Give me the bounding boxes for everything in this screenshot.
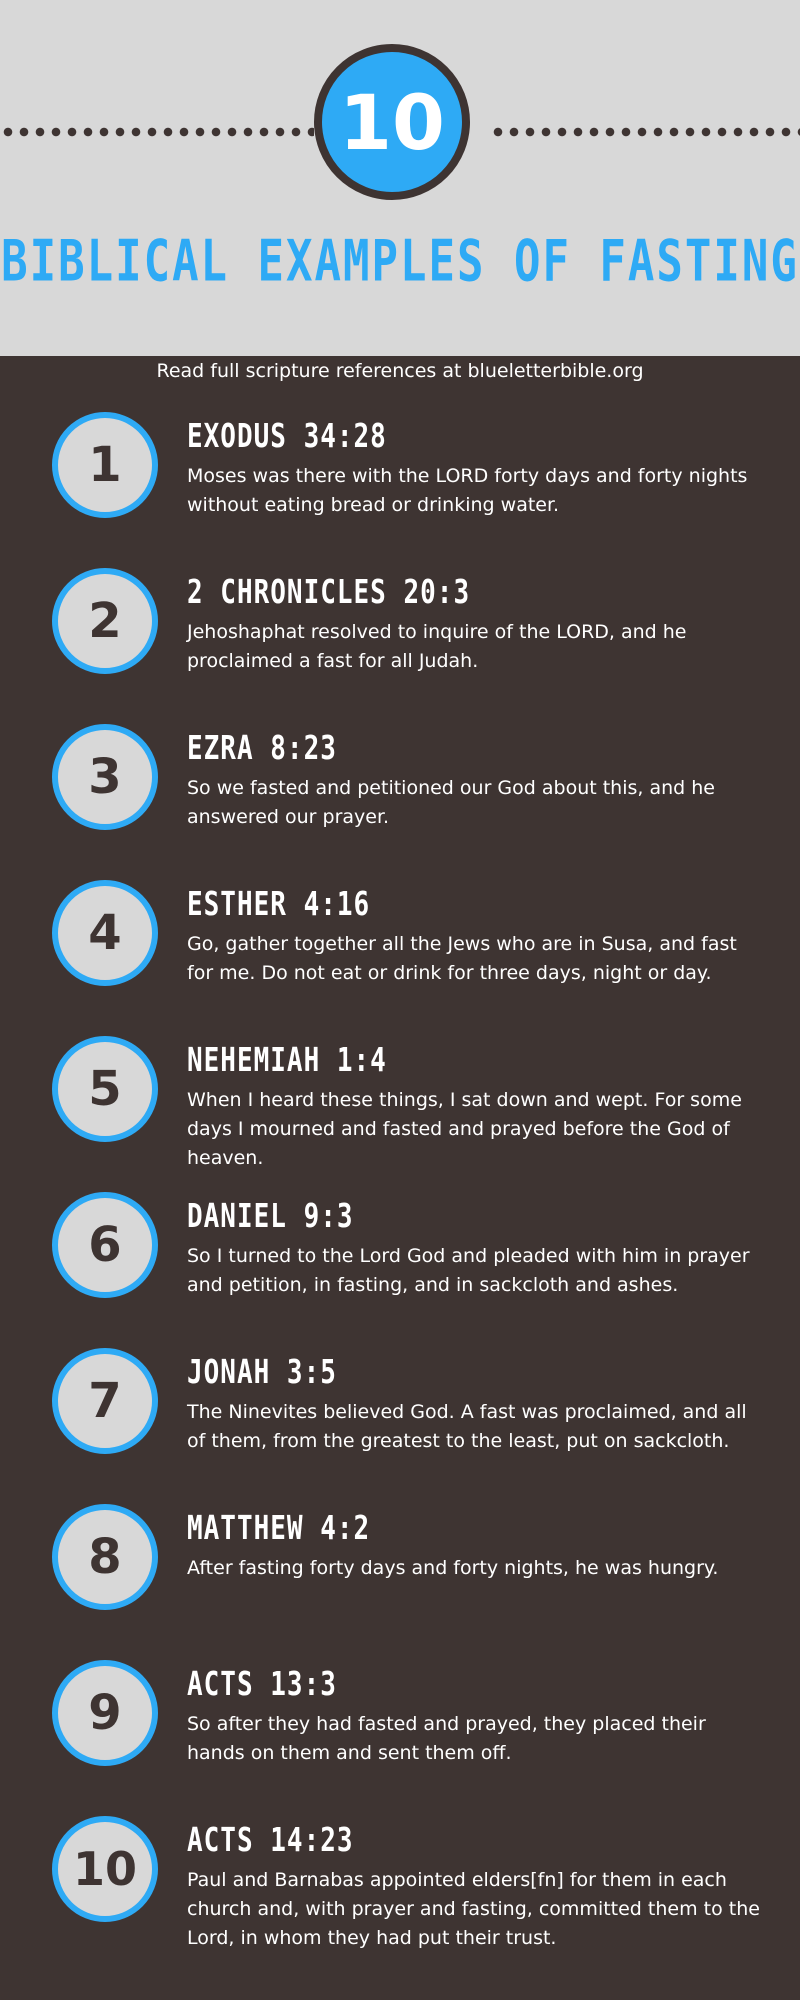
item-reference: MATTHEW 4:2	[187, 1510, 371, 1548]
item-reference: ACTS 14:23	[187, 1822, 354, 1860]
item-verse: Paul and Barnabas appointed elders[fn] for them in each church and, with prayer and fasting, committed them to the Lord, in whom they had put their trust.	[187, 1869, 760, 1949]
item-verse: Jehoshaphat resolved to inquire of the LORD, and he proclaimed a fast for all Judah.	[187, 621, 687, 672]
item-number-badge: 2	[52, 568, 158, 674]
item-verse: Go, gather together all the Jews who are in Susa, and fast for me. Do not eat or drink for three days, night or day.	[187, 933, 737, 984]
dotted-line-right	[490, 127, 800, 137]
item-verse: The Ninevites believed God. A fast was proclaimed, and all of them, from the greatest to the least, put on sackcloth.	[187, 1401, 747, 1452]
item-number-badge: 9	[52, 1660, 158, 1766]
item-number-badge: 4	[52, 880, 158, 986]
item-number-badge: 8	[52, 1504, 158, 1610]
item-reference: ACTS 13:3	[187, 1666, 337, 1704]
reference-note: Read full scripture references at blueletterbible.org	[156, 360, 644, 382]
item-reference: ESTHER 4:16	[187, 886, 371, 924]
item-reference: DANIEL 9:3	[187, 1198, 354, 1236]
item-number-badge: 5	[52, 1036, 158, 1142]
item-verse: So I turned to the Lord God and pleaded with him in prayer and petition, in fasting, and in sackcloth and ashes.	[187, 1245, 750, 1296]
item-number-badge: 6	[52, 1192, 158, 1298]
item-verse: So after they had fasted and prayed, they placed their hands on them and sent them off.	[187, 1713, 706, 1764]
item-number-badge: 1	[52, 412, 158, 518]
item-reference: NEHEMIAH 1:4	[187, 1042, 387, 1080]
item-verse: After fasting forty days and forty nights, he was hungry.	[187, 1557, 719, 1579]
item-reference: 2 CHRONICLES 20:3	[187, 574, 471, 612]
item-reference: JONAH 3:5	[187, 1354, 337, 1392]
item-number-badge: 10	[52, 1816, 158, 1922]
item-number-badge: 7	[52, 1348, 158, 1454]
page-title: BIBLICAL EXAMPLES OF FASTING	[1, 228, 799, 295]
dotted-line-left	[0, 127, 314, 137]
count-badge: 10	[314, 44, 470, 200]
item-verse: Moses was there with the LORD forty days and forty nights without eating bread or drinking water.	[187, 465, 748, 516]
item-verse: So we fasted and petitioned our God about this, and he answered our prayer.	[187, 777, 716, 828]
item-verse: When I heard these things, I sat down and wept. For some days I mourned and fasted and prayed before the God of heaven.	[187, 1089, 742, 1169]
item-reference: EZRA 8:23	[187, 730, 337, 768]
item-reference: EXODUS 34:28	[187, 418, 387, 456]
header-banner	[0, 0, 800, 356]
item-number-badge: 3	[52, 724, 158, 830]
